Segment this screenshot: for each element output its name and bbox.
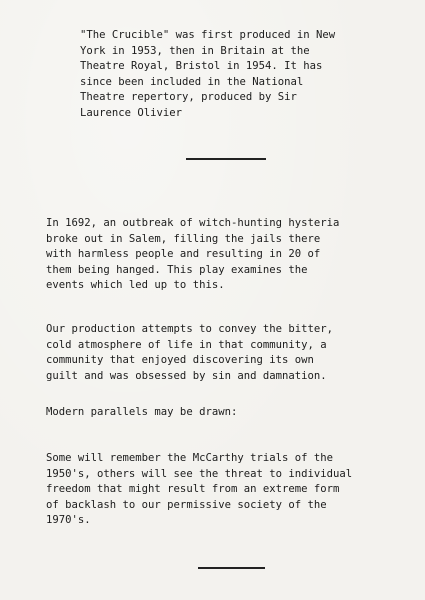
text-line: "The Crucible" was first produced in New — [80, 29, 336, 41]
production-aim-paragraph — [46, 322, 333, 384]
text-line: since been included in the National — [80, 75, 304, 88]
text-line: events which led up to this. — [46, 279, 225, 291]
salem-history-paragraph — [46, 216, 339, 294]
text-line: 1970's. — [46, 514, 91, 526]
text-line: Laurence Olivier — [80, 106, 183, 119]
text-line: of backlash to our permissive society of the — [46, 498, 327, 511]
text-line: guilt and was obsessed by sin and damnation. — [46, 369, 327, 382]
mccarthy-paragraph — [46, 451, 352, 529]
text-line: 1950's, others will see the threat to individual — [46, 467, 353, 480]
text-line: Theatre Royal, Bristol in 1954. It has — [80, 60, 323, 72]
text-line: Modern parallels may be drawn: — [46, 406, 238, 418]
text-line: Theatre repertory, produced by Sir — [80, 91, 297, 103]
modern-parallels-paragraph — [46, 405, 237, 421]
text-line: Our production attempts to convey the bitter, — [46, 323, 334, 335]
section-divider-bottom — [198, 567, 265, 569]
production-history-note — [80, 28, 335, 121]
text-line: cold atmosphere of life in that community, a — [46, 338, 327, 351]
text-line: them being hanged. This play examines the — [46, 263, 308, 276]
text-line: In 1692, an outbreak of witch-hunting hysteria — [46, 217, 340, 229]
text-line: community that enjoyed discovering its own — [46, 354, 314, 366]
text-line: with harmless people and resulting in 20 of — [46, 248, 321, 260]
section-divider-top — [186, 158, 266, 160]
text-line: Some will remember the McCarthy trials of the — [46, 452, 334, 464]
text-line: York in 1953, then in Britain at the — [80, 44, 310, 57]
text-line: broke out in Salem, filling the jails there — [46, 232, 321, 245]
text-line: freedom that might result from an extreme form — [46, 483, 340, 495]
